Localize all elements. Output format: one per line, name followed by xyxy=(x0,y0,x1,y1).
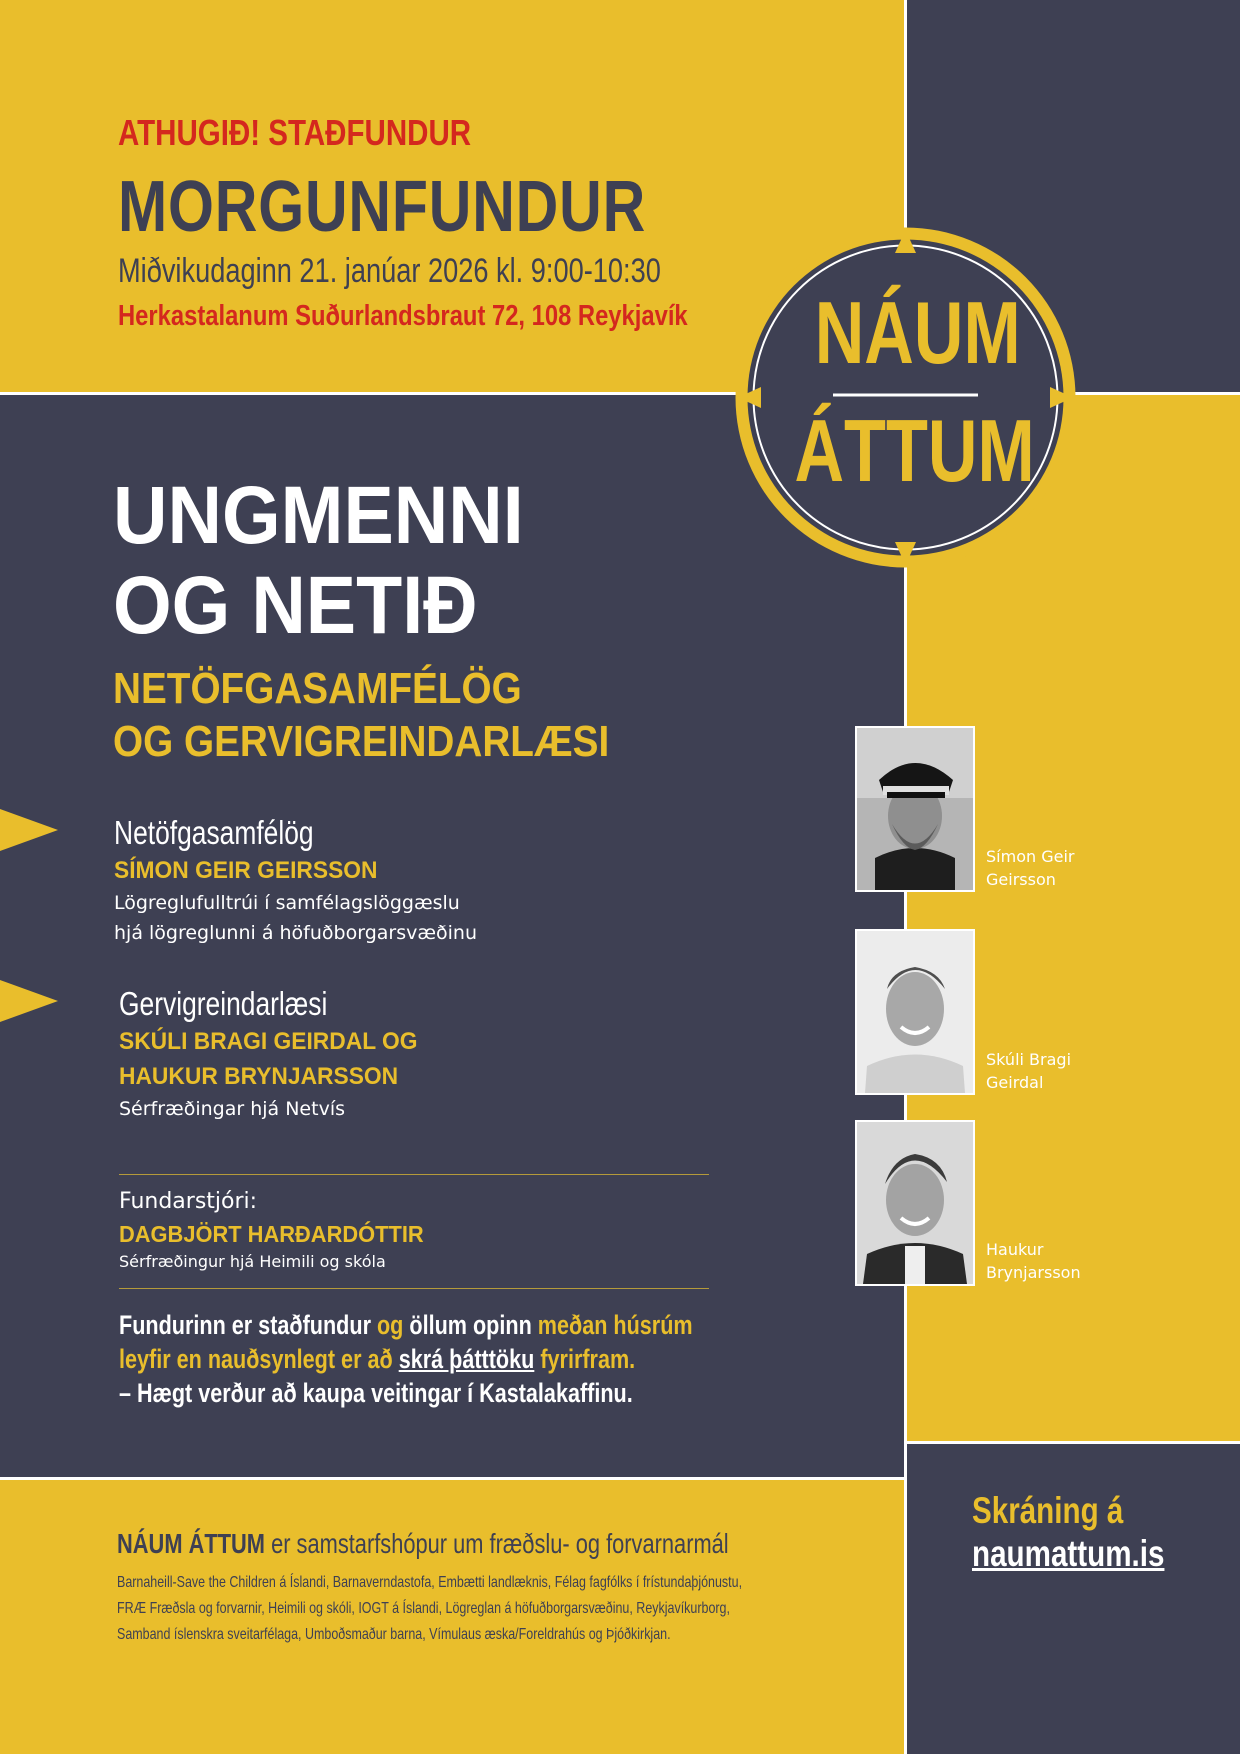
compass-icon xyxy=(733,225,1078,570)
page-title: MORGUNFUNDUR xyxy=(118,167,647,247)
naum-attum-logo xyxy=(733,225,1078,570)
subheadline-line1: NETÖFGASAMFÉLÖG xyxy=(113,664,522,713)
talk1-role-line2: hjá lögreglunni á höfuðborgarsvæðinu xyxy=(114,922,478,944)
moderator-role: Sérfræðingur hjá Heimili og skóla xyxy=(119,1252,386,1271)
notice-line2 xyxy=(119,1342,635,1376)
headline-line2: OG NETIÐ xyxy=(113,560,478,651)
footer-brand: NÁUM ÁTTUM xyxy=(117,1528,266,1559)
arrow-marker-2 xyxy=(0,980,58,1022)
moderator-label: Fundarstjóri: xyxy=(119,1189,258,1214)
photo-caption-skuli xyxy=(986,1048,1071,1094)
talk2-role: Sérfræðingar hjá Netvís xyxy=(119,1098,345,1120)
footer-tagline xyxy=(117,1528,729,1560)
footer-partners-line1: Barnaheill-Save the Children á Íslandi, Barnaverndastofa, Embætti landlæknis, Félag fagfólks í frístundaþjónustu, xyxy=(117,1574,743,1591)
talk1-role-line1: Lögreglufulltrúi í samfélagslöggæslu xyxy=(114,892,460,914)
caption-skuli-line2: Geirdal xyxy=(986,1073,1044,1092)
event-location: Herkastalanum Suðurlandsbraut 72, 108 Reykjavík xyxy=(118,300,688,332)
talk2-topic: Gervigreindarlæsi xyxy=(119,985,328,1022)
register-website-link[interactable]: naumattum.is xyxy=(972,1533,1165,1574)
divider-top xyxy=(119,1174,709,1175)
event-datetime: Miðvikudaginn 21. janúar 2026 kl. 9:00-10:30 xyxy=(118,252,661,290)
headline-line1: UNGMENNI xyxy=(113,470,524,561)
talk2-speaker-line1: SKÚLI BRAGI GEIRDAL OG xyxy=(119,1028,418,1055)
notice-text-3: öllum opinn xyxy=(403,1310,538,1340)
caption-simon-line2: Geirsson xyxy=(986,870,1056,889)
caption-skuli-line1: Skúli Bragi xyxy=(986,1050,1072,1069)
speaker-photo-simon xyxy=(855,726,975,892)
notice-text-1: Fundurinn er staðfundur xyxy=(119,1310,377,1340)
footer-partners-line2: FRÆ Fræðsla og forvarnir, Heimili og skóli, IOGT á Íslandi, Lögreglan á höfuðborgarsvæðinu, Reykjavíkurborg, xyxy=(117,1600,730,1617)
footer-partners-line3: Samband íslenskra sveitarfélaga, Umboðsmaður barna, Vímulaus æska/Foreldrahús og Þjóðkirkjan. xyxy=(117,1626,671,1643)
photo-caption-simon xyxy=(986,845,1074,891)
subheadline-line2: OG GERVIGREINDARLÆSI xyxy=(113,717,610,766)
notice-line1 xyxy=(119,1308,693,1342)
moderator-name: DAGBJÖRT HARÐARDÓTTIR xyxy=(119,1221,424,1247)
register-participation-link[interactable]: skrá þátttöku xyxy=(398,1344,535,1374)
talk1-speaker: SÍMON GEIR GEIRSSON xyxy=(114,857,378,884)
notice-text-2: og xyxy=(376,1310,404,1340)
notice-text-7: fyrirfram. xyxy=(534,1344,636,1374)
footer-tagline-text: er samstarfshópur um fræðslu- og forvarnarmál xyxy=(265,1528,729,1559)
arrow-marker-1 xyxy=(0,809,58,851)
caption-haukur-line2: Brynjarsson xyxy=(986,1263,1081,1282)
logo-line2: ÁTTUM xyxy=(794,401,1035,500)
speaker-photo-skuli xyxy=(855,929,975,1095)
register-label: Skráning á xyxy=(972,1490,1124,1531)
notice-line3: – Hægt verður að kaupa veitingar í Kastalakaffinu. xyxy=(119,1378,633,1408)
logo-line1: NÁUM xyxy=(814,283,1021,382)
divider-bottom xyxy=(119,1288,709,1289)
alert-text: ATHUGIÐ! STAÐFUNDUR xyxy=(118,112,472,153)
speaker-photo-haukur xyxy=(855,1120,975,1286)
notice-text-4: meðan húsrúm xyxy=(537,1310,693,1340)
notice-text-5: leyfir en nauðsynlegt er að xyxy=(119,1344,399,1374)
caption-simon-line1: Símon Geir xyxy=(986,847,1075,866)
talk2-speaker-line2: HAUKUR BRYNJARSSON xyxy=(119,1063,399,1090)
talk1-topic: Netöfgasamfélög xyxy=(114,814,314,851)
photo-caption-haukur xyxy=(986,1238,1081,1284)
caption-haukur-line1: Haukur xyxy=(986,1240,1044,1259)
